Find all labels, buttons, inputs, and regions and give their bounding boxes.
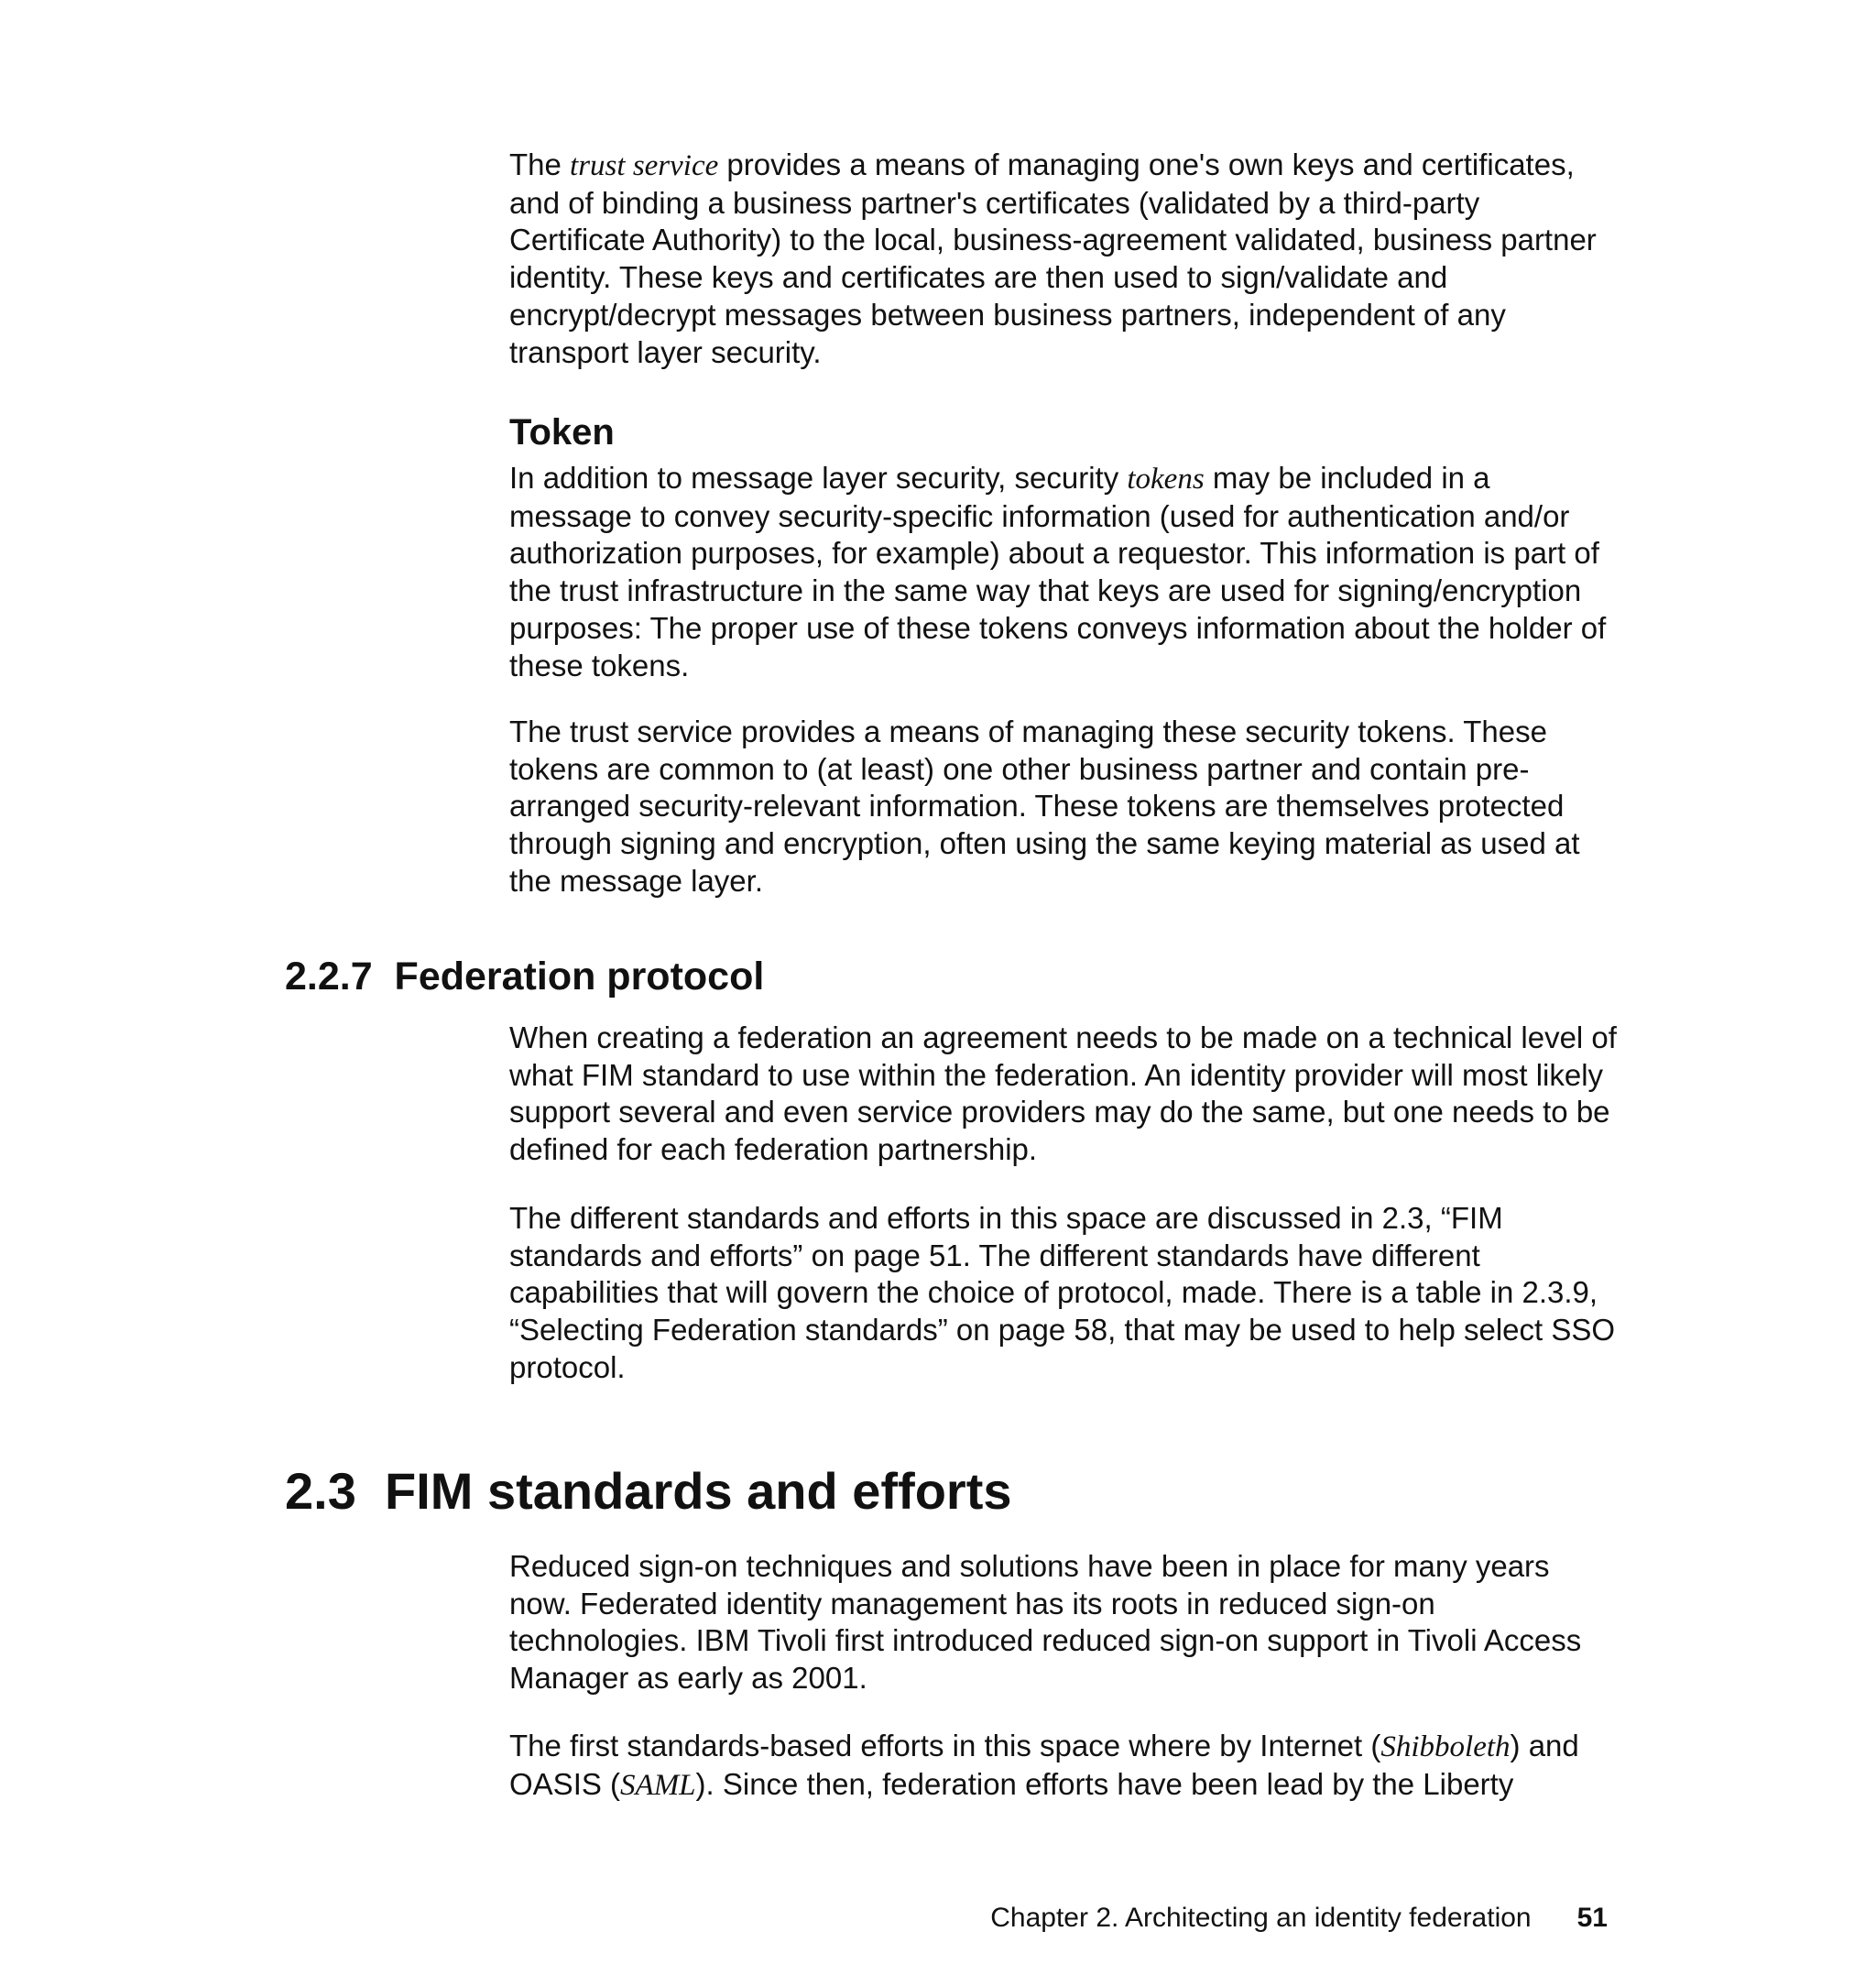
emphasis-saml: SAML [620,1768,696,1802]
paragraph-trust-service [509,147,1618,371]
emphasis-shibboleth: Shibboleth [1380,1730,1511,1763]
emphasis-tokens: tokens [1127,463,1205,496]
paragraph-text: The different standards and efforts in this space are discussed in 2.3, “FIM standards and efforts” on page 51. The different standards have different capabilities that will govern the choice of protocol, made. There is a table in 2.3.9, “Selecting Federation standards” on page 58, that may be used to help select SSO protocol. [509,1201,1616,1384]
paragraph-trust-service-tokens [509,714,1618,900]
footer-chapter-title: Chapter 2. Architecting an identity federation [990,1903,1532,1933]
paragraph-standards-efforts [509,1728,1618,1804]
heading-token: Token [509,412,615,453]
section-number: 2.3 [285,1462,356,1520]
paragraph-standards-reference [509,1200,1618,1387]
paragraph-text: The first standards-based efforts in this space where by Internet (Shibboleth) and OASIS (SAML). Since then, federation efforts have been lead by the Liberty [509,1729,1579,1802]
heading-fim-standards [285,1461,1012,1522]
paragraph-text: In addition to message layer security, security tokens may be included in a message to convey security-specific information (used for authentication and/or authorization purposes, for example) about a requestor. This information is part of the trust infrastructure in the same way that keys are used for signing/encryption purposes: The proper use of these tokens conveys information about the holder of these tokens. [509,461,1607,682]
paragraph-reduced-sign-on [509,1548,1618,1697]
emphasis-trust-service: trust service [570,149,719,182]
paragraph-tokens [509,460,1618,684]
section-title: FIM standards and efforts [384,1462,1012,1520]
section-title: Federation protocol [394,955,765,998]
paragraph-federation-agreement [509,1020,1618,1169]
page-footer [990,1902,1608,1935]
heading-federation-protocol [285,953,764,1000]
paragraph-text: When creating a federation an agreement needs to be made on a technical level of what FIM standard to use within the federation. An identity provider will most likely support several and even service providers may do the same, but one needs to be defined for each federation partnership. [509,1020,1617,1167]
paragraph-text: Reduced sign-on techniques and solutions have been in place for many years now. Federated identity management has its roots in reduced sign-on technologies. IBM Tivoli first introduced reduced sign-on support in Tivoli Access Manager as early as 2001. [509,1549,1582,1696]
page-number: 51 [1576,1903,1608,1933]
paragraph-text: The trust service provides a means of managing one's own keys and certificates, and of binding a business partner's certificates (validated by a third-party Certificate Authority) to the local, business-agreement validated, business partner identity. These keys and certificates are then used to sign/validate and encrypt/decrypt messages between business partners, independent of any transport layer security. [509,147,1597,369]
section-number: 2.2.7 [285,955,373,998]
paragraph-text: The trust service provides a means of managing these security tokens. These tokens are common to (at least) one other business partner and contain pre-arranged security-relevant information. These tokens are themselves protected through signing and encryption, often using the same keying material as used at the message layer. [509,715,1580,898]
